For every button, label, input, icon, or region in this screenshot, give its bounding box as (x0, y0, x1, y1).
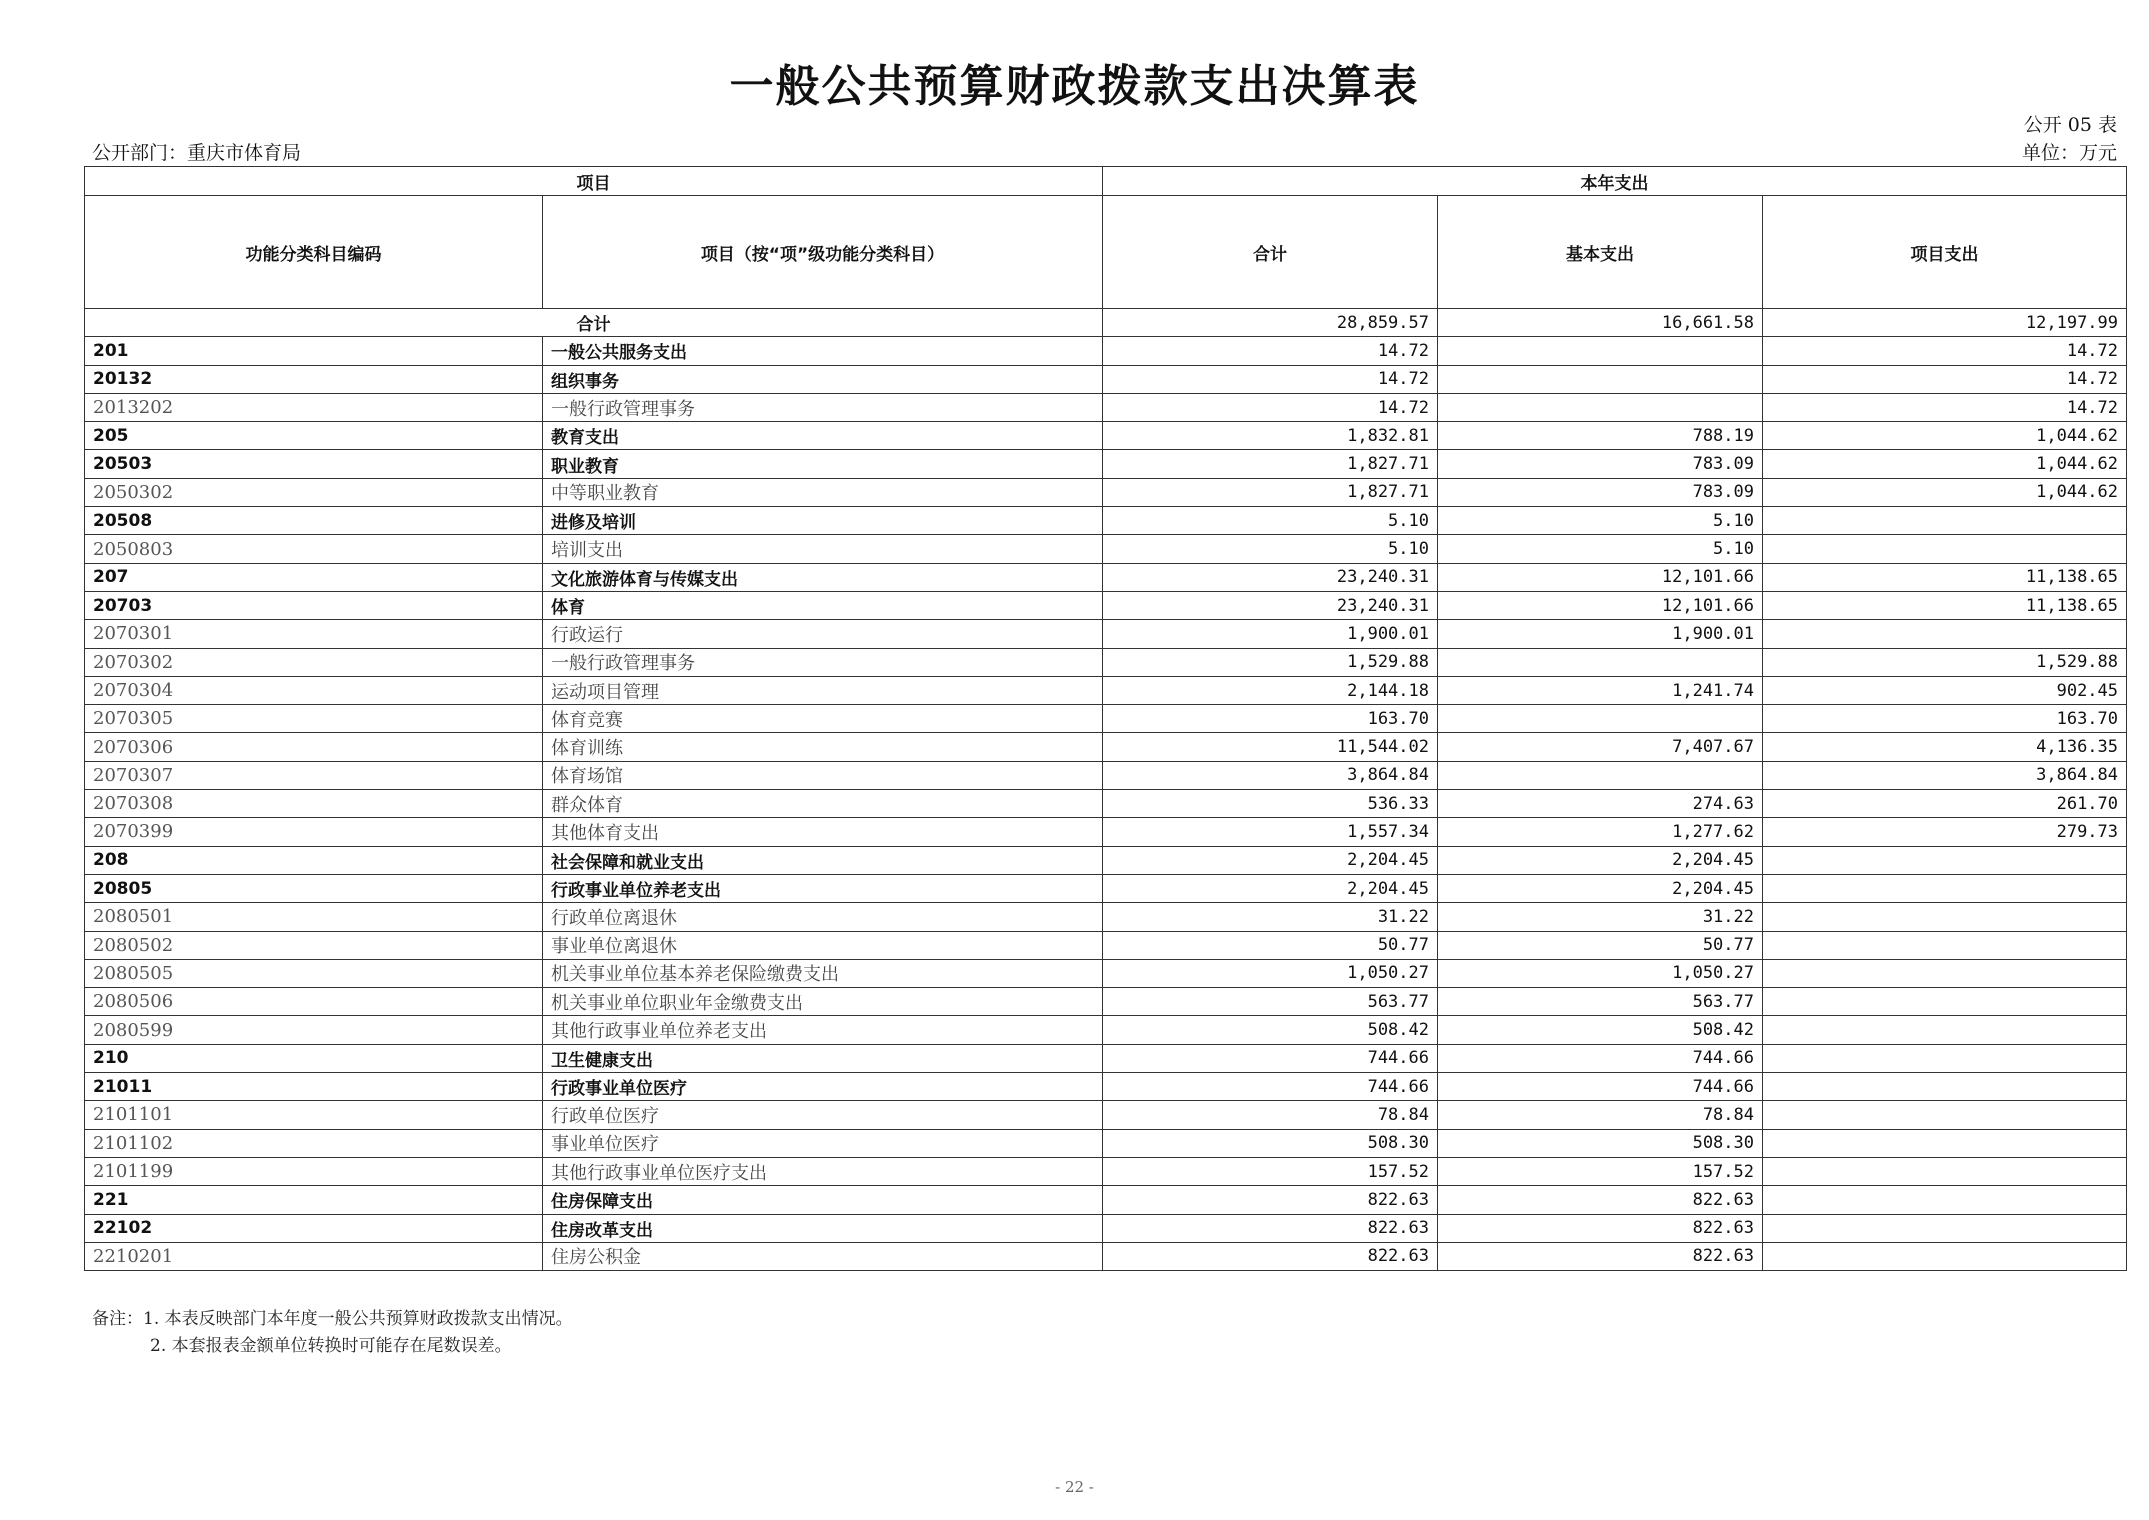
row-project (1763, 903, 2127, 931)
row-project (1763, 1073, 2127, 1101)
row-total: 2,204.45 (1103, 874, 1438, 902)
row-basic: 2,204.45 (1438, 846, 1763, 874)
row-total: 563.77 (1103, 988, 1438, 1016)
row-basic: 2,204.45 (1438, 874, 1763, 902)
row-code: 2070308 (85, 790, 543, 818)
row-code: 2101102 (85, 1129, 543, 1157)
row-code: 2050302 (85, 478, 543, 506)
table-row (85, 591, 2127, 619)
row-total: 2,144.18 (1103, 676, 1438, 704)
row-code: 2080505 (85, 959, 543, 987)
table-row (85, 1016, 2127, 1044)
note-1: 备注：1. 本表反映部门本年度一般公共预算财政拨款支出情况。 (92, 1309, 573, 1329)
row-project: 163.70 (1763, 705, 2127, 733)
row-name: 职业教育 (543, 450, 1103, 478)
department-label: 公开部门：重庆市体育局 (92, 142, 302, 164)
row-basic: 788.19 (1438, 422, 1763, 450)
row-code: 20805 (85, 874, 543, 902)
row-total: 822.63 (1103, 1214, 1438, 1242)
table-row (85, 1157, 2127, 1185)
row-project (1763, 846, 2127, 874)
total-amount: 28,859.57 (1103, 309, 1438, 337)
row-code: 221 (85, 1186, 543, 1214)
row-project: 261.70 (1763, 790, 2127, 818)
row-code: 2070301 (85, 620, 543, 648)
table-row (85, 931, 2127, 959)
row-total: 5.10 (1103, 507, 1438, 535)
row-project: 14.72 (1763, 393, 2127, 421)
row-basic (1438, 705, 1763, 733)
row-basic: 508.30 (1438, 1129, 1763, 1157)
row-name: 进修及培训 (543, 507, 1103, 535)
row-code: 2070302 (85, 648, 543, 676)
row-project (1763, 931, 2127, 959)
row-code: 210 (85, 1044, 543, 1072)
row-code: 2070307 (85, 761, 543, 789)
row-name: 一般公共服务支出 (543, 337, 1103, 365)
row-project: 902.45 (1763, 676, 2127, 704)
table-row (85, 676, 2127, 704)
row-project (1763, 1101, 2127, 1129)
table-row (85, 846, 2127, 874)
row-basic: 12,101.66 (1438, 563, 1763, 591)
row-name: 住房保障支出 (543, 1186, 1103, 1214)
row-project: 1,044.62 (1763, 422, 2127, 450)
header-project: 项目 (85, 167, 1103, 196)
row-total: 5.10 (1103, 535, 1438, 563)
row-code: 20503 (85, 450, 543, 478)
row-name: 组织事务 (543, 365, 1103, 393)
total-row (85, 309, 2127, 337)
row-total: 14.72 (1103, 393, 1438, 421)
row-basic (1438, 393, 1763, 421)
table-row (85, 903, 2127, 931)
table-row (85, 959, 2127, 987)
table-row (85, 337, 2127, 365)
row-total: 23,240.31 (1103, 563, 1438, 591)
row-total: 744.66 (1103, 1073, 1438, 1101)
row-basic: 274.63 (1438, 790, 1763, 818)
table-row (85, 1073, 2127, 1101)
note-2: 2. 本套报表金额单位转换时可能存在尾数误差。 (150, 1336, 512, 1356)
row-name: 体育竞赛 (543, 705, 1103, 733)
row-name: 教育支出 (543, 422, 1103, 450)
table-row (85, 790, 2127, 818)
row-basic: 744.66 (1438, 1073, 1763, 1101)
row-name: 卫生健康支出 (543, 1044, 1103, 1072)
row-basic: 1,050.27 (1438, 959, 1763, 987)
row-project (1763, 535, 2127, 563)
row-basic: 822.63 (1438, 1242, 1763, 1270)
row-basic (1438, 761, 1763, 789)
row-total: 508.42 (1103, 1016, 1438, 1044)
row-name: 行政事业单位养老支出 (543, 874, 1103, 902)
row-project: 14.72 (1763, 365, 2127, 393)
row-project: 1,044.62 (1763, 478, 2127, 506)
row-name: 行政运行 (543, 620, 1103, 648)
row-basic: 5.10 (1438, 507, 1763, 535)
row-project (1763, 1129, 2127, 1157)
table-row (85, 1044, 2127, 1072)
row-project (1763, 1044, 2127, 1072)
row-name: 社会保障和就业支出 (543, 846, 1103, 874)
unit-label: 单位：万元 (2021, 142, 2117, 164)
row-total: 744.66 (1103, 1044, 1438, 1072)
table-row (85, 818, 2127, 846)
row-code: 205 (85, 422, 543, 450)
row-total: 31.22 (1103, 903, 1438, 931)
row-basic (1438, 337, 1763, 365)
table-row (85, 874, 2127, 902)
row-basic: 78.84 (1438, 1101, 1763, 1129)
total-label: 合计 (85, 309, 1103, 337)
row-name: 其他行政事业单位医疗支出 (543, 1157, 1103, 1185)
row-project: 3,864.84 (1763, 761, 2127, 789)
row-name: 行政单位离退休 (543, 903, 1103, 931)
row-code: 2101199 (85, 1157, 543, 1185)
row-code: 2070306 (85, 733, 543, 761)
row-basic (1438, 365, 1763, 393)
table-row (85, 1101, 2127, 1129)
row-code: 2080599 (85, 1016, 543, 1044)
row-total: 822.63 (1103, 1186, 1438, 1214)
row-total: 2,204.45 (1103, 846, 1438, 874)
row-total: 163.70 (1103, 705, 1438, 733)
total-project: 12,197.99 (1763, 309, 2127, 337)
row-total: 1,900.01 (1103, 620, 1438, 648)
table-row (85, 507, 2127, 535)
row-name: 体育 (543, 591, 1103, 619)
row-code: 2070399 (85, 818, 543, 846)
table-row (85, 733, 2127, 761)
row-code: 207 (85, 563, 543, 591)
budget-table (84, 166, 2127, 1271)
row-name: 其他行政事业单位养老支出 (543, 1016, 1103, 1044)
row-code: 2101101 (85, 1101, 543, 1129)
row-basic: 157.52 (1438, 1157, 1763, 1185)
table-row (85, 1186, 2127, 1214)
row-code: 2080502 (85, 931, 543, 959)
row-name: 住房改革支出 (543, 1214, 1103, 1242)
table-row (85, 393, 2127, 421)
header-row-2 (85, 196, 2127, 309)
row-total: 3,864.84 (1103, 761, 1438, 789)
row-name: 事业单位医疗 (543, 1129, 1103, 1157)
row-code: 2080506 (85, 988, 543, 1016)
row-total: 1,827.71 (1103, 450, 1438, 478)
row-project: 1,529.88 (1763, 648, 2127, 676)
row-project: 11,138.65 (1763, 591, 2127, 619)
row-total: 508.30 (1103, 1129, 1438, 1157)
row-name: 体育训练 (543, 733, 1103, 761)
row-name: 文化旅游体育与传媒支出 (543, 563, 1103, 591)
row-name: 行政单位医疗 (543, 1101, 1103, 1129)
row-basic: 563.77 (1438, 988, 1763, 1016)
table-row (85, 1214, 2127, 1242)
row-name: 中等职业教育 (543, 478, 1103, 506)
table-row (85, 535, 2127, 563)
row-project (1763, 1214, 2127, 1242)
table-row (85, 761, 2127, 789)
row-code: 201 (85, 337, 543, 365)
row-code: 2080501 (85, 903, 543, 931)
row-code: 21011 (85, 1073, 543, 1101)
row-basic: 7,407.67 (1438, 733, 1763, 761)
row-code: 2070304 (85, 676, 543, 704)
header-basic: 基本支出 (1438, 196, 1763, 309)
row-total: 157.52 (1103, 1157, 1438, 1185)
row-project: 11,138.65 (1763, 563, 2127, 591)
row-basic: 744.66 (1438, 1044, 1763, 1072)
row-project (1763, 507, 2127, 535)
table-row (85, 705, 2127, 733)
table-row (85, 478, 2127, 506)
row-project: 279.73 (1763, 818, 2127, 846)
row-code: 20508 (85, 507, 543, 535)
row-basic: 50.77 (1438, 931, 1763, 959)
form-number: 公开 05 表 (2023, 114, 2117, 136)
row-project (1763, 1016, 2127, 1044)
row-total: 1,529.88 (1103, 648, 1438, 676)
row-name: 其他体育支出 (543, 818, 1103, 846)
row-total: 1,832.81 (1103, 422, 1438, 450)
row-project (1763, 1157, 2127, 1185)
row-basic: 822.63 (1438, 1214, 1763, 1242)
row-basic: 783.09 (1438, 450, 1763, 478)
row-basic: 822.63 (1438, 1186, 1763, 1214)
row-name: 运动项目管理 (543, 676, 1103, 704)
row-total: 1,827.71 (1103, 478, 1438, 506)
row-name: 培训支出 (543, 535, 1103, 563)
row-total: 50.77 (1103, 931, 1438, 959)
row-name: 一般行政管理事务 (543, 648, 1103, 676)
row-project: 1,044.62 (1763, 450, 2127, 478)
row-project (1763, 874, 2127, 902)
row-total: 822.63 (1103, 1242, 1438, 1270)
table-row (85, 1129, 2127, 1157)
row-code: 2070305 (85, 705, 543, 733)
table-row (85, 1242, 2127, 1270)
page-number: - 22 - (1055, 1478, 1094, 1496)
header-project-expense: 项目支出 (1763, 196, 2127, 309)
row-name: 一般行政管理事务 (543, 393, 1103, 421)
row-total: 536.33 (1103, 790, 1438, 818)
row-project (1763, 959, 2127, 987)
row-code: 208 (85, 846, 543, 874)
header-code: 功能分类科目编码 (85, 196, 543, 309)
table-row (85, 422, 2127, 450)
row-project: 14.72 (1763, 337, 2127, 365)
header-name: 项目（按“项”级功能分类科目） (543, 196, 1103, 309)
row-total: 1,050.27 (1103, 959, 1438, 987)
row-project (1763, 1186, 2127, 1214)
row-basic (1438, 648, 1763, 676)
row-code: 22102 (85, 1214, 543, 1242)
notes (92, 1306, 573, 1360)
row-code: 2210201 (85, 1242, 543, 1270)
row-project (1763, 620, 2127, 648)
row-project: 4,136.35 (1763, 733, 2127, 761)
row-name: 行政事业单位医疗 (543, 1073, 1103, 1101)
total-basic: 16,661.58 (1438, 309, 1763, 337)
row-code: 2013202 (85, 393, 543, 421)
row-basic: 1,241.74 (1438, 676, 1763, 704)
row-code: 20132 (85, 365, 543, 393)
row-name: 机关事业单位基本养老保险缴费支出 (543, 959, 1103, 987)
row-name: 事业单位离退休 (543, 931, 1103, 959)
table-row (85, 563, 2127, 591)
row-basic: 12,101.66 (1438, 591, 1763, 619)
row-code: 2050803 (85, 535, 543, 563)
row-code: 20703 (85, 591, 543, 619)
row-name: 群众体育 (543, 790, 1103, 818)
row-name: 住房公积金 (543, 1242, 1103, 1270)
table-row (85, 620, 2127, 648)
row-name: 体育场馆 (543, 761, 1103, 789)
table-row (85, 450, 2127, 478)
table-row (85, 365, 2127, 393)
row-total: 23,240.31 (1103, 591, 1438, 619)
header-current-year: 本年支出 (1103, 167, 2127, 196)
row-total: 1,557.34 (1103, 818, 1438, 846)
row-total: 14.72 (1103, 337, 1438, 365)
row-total: 14.72 (1103, 365, 1438, 393)
header-row-1 (85, 167, 2127, 196)
row-basic: 1,277.62 (1438, 818, 1763, 846)
row-basic: 1,900.01 (1438, 620, 1763, 648)
row-basic: 783.09 (1438, 478, 1763, 506)
row-basic: 5.10 (1438, 535, 1763, 563)
row-project (1763, 1242, 2127, 1270)
page-title: 一般公共预算财政拨款支出决算表 (729, 61, 1420, 112)
row-basic: 508.42 (1438, 1016, 1763, 1044)
row-name: 机关事业单位职业年金缴费支出 (543, 988, 1103, 1016)
row-total: 78.84 (1103, 1101, 1438, 1129)
row-project (1763, 988, 2127, 1016)
header-total: 合计 (1103, 196, 1438, 309)
table-row (85, 988, 2127, 1016)
row-basic: 31.22 (1438, 903, 1763, 931)
table-row (85, 648, 2127, 676)
row-total: 11,544.02 (1103, 733, 1438, 761)
